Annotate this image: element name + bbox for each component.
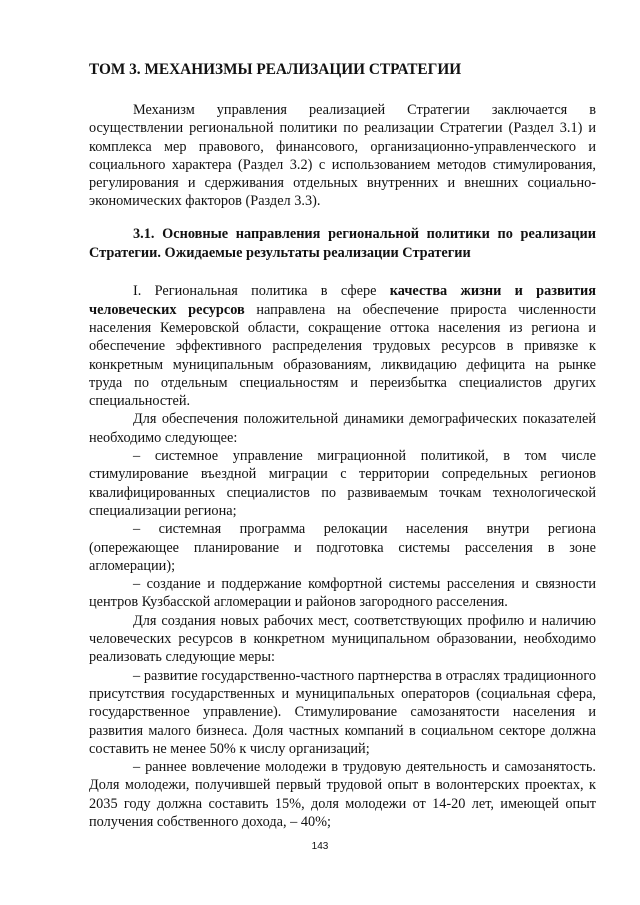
list-item: – создание и поддержание комфортной системы расселения и связности центров Кузбасской агломерации и районов загородного расселения. <box>89 576 596 611</box>
policy-text-start: I. Региональная политика в сфере <box>133 283 390 300</box>
list-item: – развитие государственно-частного партнерства в отраслях традиционного присутствия государственных и муниципальных операторов (социальная сфера, государственное управление). Стимулирование самозанятости населения и развития малого бизнеса. Доля частных компаний в социальном секторе должна составить не менее 50% к числу организаций; <box>89 667 596 757</box>
chapter-title: ТОМ 3. МЕХАНИЗМЫ РЕАЛИЗАЦИИ СТРАТЕГИИ <box>89 61 462 78</box>
list-item: – системная программа релокации населения внутри региона (опережающее планирование и подготовка системы расселения в зоне агломерации); <box>89 521 596 574</box>
document-page <box>89 60 596 831</box>
demography-intro: Для обеспечения положительной динамики демографических показателей необходимо следующее: <box>89 411 596 446</box>
jobs-intro: Для создания новых рабочих мест, соответствующих профилю и наличию человеческих ресурсов в конкретном муниципальном образовании, необходимо реализовать следующие меры: <box>89 612 596 666</box>
policy-paragraph <box>89 282 596 410</box>
intro-paragraph: Механизм управления реализацией Стратегии заключается в осуществлении региональной политики по реализации Стратегии (Раздел 3.1) и комплекса мер правового, финансового, организационно-управленческого и социального характера (Раздел 3.2) с использованием методов стимулирования, регулирования и сдерживания отдельных внутренних и внешних социально-экономических факторов (Раздел 3.3). <box>89 102 596 210</box>
policy-text-end: направлена на обеспечение прироста численности населения Кемеровской области, сокращение оттока населения из региона и обеспечение эффективного распределения трудовых ресурсов в привязке к конкретным муниципальным образованиям, ликвидацию дефицита на рынке труда по отдельным специальностям и переизбытка специалистов других специальностей. <box>89 301 596 410</box>
policy-emphasis: качества жизни и развития человеческих ресурсов <box>89 283 596 318</box>
page-number: 143 <box>311 841 329 852</box>
list-item: – раннее вовлечение молодежи в трудовую деятельность и самозанятость. Доля молодежи, получившей первый трудовой опыт в волонтерских проектах, к 2035 году должна составить 15%, доля молодежи от 14-20 лет, имеющей опыт получения собственного дохода, – 40%; <box>89 759 596 830</box>
list-item: – системное управление миграционной политикой, в том числе стимулирование въездной миграции с территории сопредельных регионов квалифицированных специалистов по развиваемым точкам технологической специализации региона; <box>89 448 596 519</box>
section-title: 3.1. Основные направления региональной политики по реализации Стратегии. Ожидаемые результаты реализации Стратегии <box>89 225 596 261</box>
